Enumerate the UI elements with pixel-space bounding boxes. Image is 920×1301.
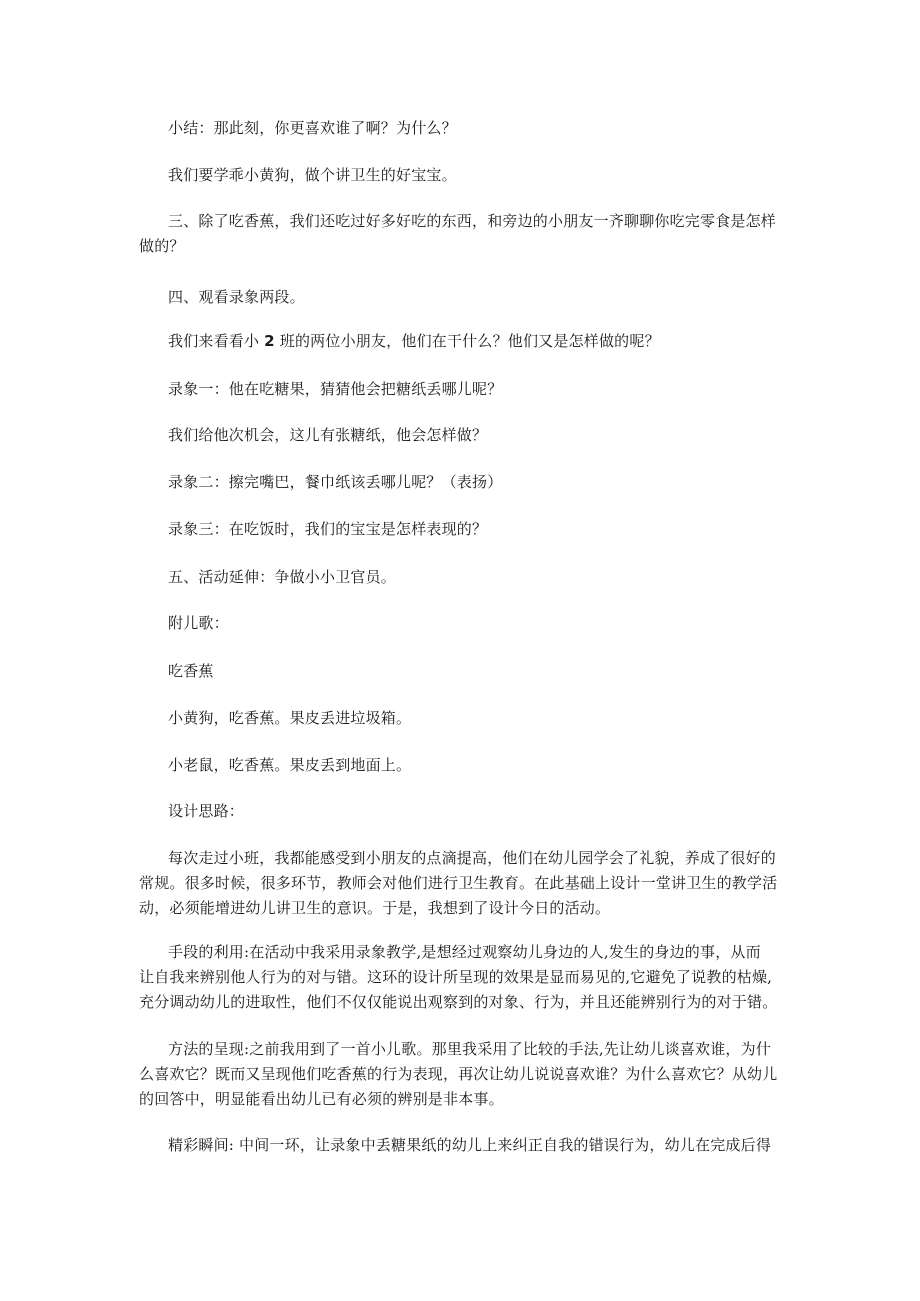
paragraph-line: 常规。很多时候，很多环节，教师会对他们进行卫生教育。在此基础上设计一堂讲卫生的教学活: [139, 874, 778, 892]
design-idea-heading: 设计思路：: [168, 802, 245, 820]
section-three: [139, 209, 794, 259]
paragraph-line: 方法的呈现:之前我用到了一首小儿歌。那里我采用了比较的手法,先让幼儿谈喜欢谁，为什: [168, 1040, 772, 1058]
paragraph-line: 让自我来辨别他人行为的对与错。这环的设计所呈现的效果是显而易见的,它避免了说教的枯燥,: [139, 968, 773, 986]
song-title: 吃香蕉: [168, 662, 214, 680]
song-line-2: 小老鼠，吃香蕉。果皮丢到地面上。: [168, 756, 412, 774]
paragraph-line: 动，必须能增进幼儿讲卫生的意识。于是，我想到了设计今日的活动。: [139, 899, 611, 917]
paragraph-line: 么喜欢它？既而又呈现他们吃香蕉的行为表现，再次让幼儿说说喜欢谁？为什么喜欢它？从幼儿: [139, 1065, 778, 1083]
section-three-line-1: 三、除了吃香蕉，我们还吃过好多好吃的东西，和旁边的小朋友一齐聊聊你吃完零食是怎样: [168, 212, 777, 230]
section-four-heading: 四、观看录象两段。: [168, 288, 305, 306]
paragraph-line: 充分调动幼儿的进取性，他们不仅仅能说出观察到的对象、行为，并且还能辨别行为的对于错。: [139, 993, 778, 1011]
paragraph-method: [139, 1037, 794, 1112]
song-line-1: 小黄狗，吃香蕉。果皮丢进垃圾箱。: [168, 709, 412, 727]
paragraph-line: 每次走过小班，我都能感受到小朋友的点滴提高，他们在幼儿园学会了礼貌，养成了很好的: [168, 849, 777, 867]
paragraph-every-time: [139, 846, 794, 921]
lesson-line: 我们要学乖小黄狗，做个讲卫生的好宝宝。: [168, 166, 457, 184]
section-three-line-2: 做的？: [139, 237, 185, 255]
summary-line: 小结：那此刻，你更喜欢谁了啊？为什么？: [168, 119, 457, 137]
video-one-line: 录象一：他在吃糖果，猜猜他会把糖纸丢哪儿呢？: [168, 380, 503, 398]
class-number: 2: [264, 332, 275, 350]
video-two-line: 录象二：擦完嘴巴，餐巾纸该丢哪儿呢？（表扬）: [168, 473, 503, 491]
video-intro-before: 我们来看看小: [168, 332, 265, 350]
paragraph-highlight: [139, 1133, 794, 1158]
section-five-heading: 五、活动延伸：争做小小卫官员。: [168, 568, 397, 586]
paragraph-means: [139, 940, 794, 1015]
video-intro-after: 班的两位小朋友，他们在干什么？他们又是怎样做的呢？: [274, 332, 660, 350]
video-three-line: 录象三：在吃饭时，我们的宝宝是怎样表现的？: [168, 520, 488, 538]
chance-line: 我们给他次机会，这儿有张糖纸，他会怎样做？: [168, 426, 488, 444]
video-intro-line: [168, 332, 788, 350]
paragraph-line: 手段的利用:在活动中我采用录象教学,是想经过观察幼儿身边的人,发生的身边的事，从而: [168, 943, 761, 961]
appendix-label: 附儿歌：: [168, 614, 229, 632]
paragraph-line: 的回答中，明显能看出幼儿已有必须的辨别是非本事。: [139, 1090, 504, 1108]
paragraph-line: 精彩瞬间: 中间一环，让录象中丢糖果纸的幼儿上来纠正自我的错误行为，幼儿在完成后得: [168, 1136, 772, 1154]
